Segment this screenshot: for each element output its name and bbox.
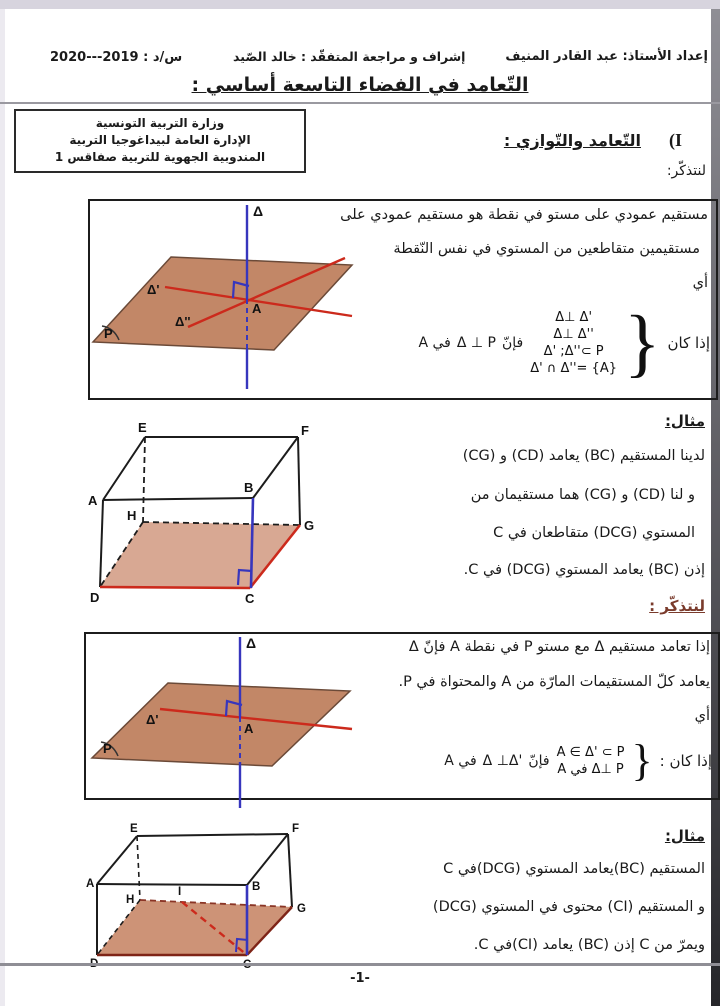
edge-EA <box>97 836 137 884</box>
edge-EF <box>137 834 288 836</box>
example2-label: مثال: <box>664 827 705 845</box>
edge-AD <box>100 500 103 587</box>
recall1-brace: } <box>624 301 661 385</box>
edge-AB <box>97 884 247 885</box>
delta-label: Δ <box>253 203 264 219</box>
header-year: س/د : 2019---2020 <box>50 50 183 65</box>
recall2-conclusion <box>444 753 549 769</box>
vertex-G-label: G <box>304 518 315 533</box>
condition-line: Δ' ∩ Δ''= {A} <box>530 361 617 376</box>
conclusion-post: في A <box>444 753 477 769</box>
condition-line: Δ⊥ P في A <box>557 762 624 777</box>
conclusion-pre: فإنّ <box>528 753 550 769</box>
vertex-E-label: E <box>130 823 138 835</box>
recall2-line-2: يعامد كلّ المستقيمات المارّة من A والمحتواة في P. <box>398 674 710 690</box>
figure-plane-one-line <box>86 634 376 810</box>
recall2-line-1: إذا تعامد مستقيم Δ مع مستو P في نقطة A فإنّ Δ <box>408 639 710 655</box>
ministry-line-1: وزارة التربية التونسية <box>95 116 225 130</box>
header-prepared-by: إعداد الأستاذ: عبد القادر المنيف <box>505 49 708 64</box>
vertex-F-label: F <box>292 823 300 835</box>
vertex-H-label: H <box>126 894 135 906</box>
footer-page-number: -1- <box>350 971 370 986</box>
condition-line: A ∈ Δ' ⊂ P <box>556 745 625 760</box>
vertex-B-label: B <box>252 881 261 893</box>
vertex-I-label: I <box>178 886 182 898</box>
ministry-line-3: المندوبية الجهوية للتربية صفاقس 1 <box>54 150 266 164</box>
recall2-label: لنتذكّر : <box>649 597 705 615</box>
cuboid-floor <box>97 900 292 955</box>
recall1-math <box>418 295 710 391</box>
page-title: التّعامد في الفضاء التاسعة أساسي : <box>191 74 529 96</box>
example1-label: مثال: <box>664 412 705 430</box>
delta-second-label: Δ'' <box>175 314 191 329</box>
edge-AB <box>103 498 253 500</box>
ministry-line-2: الإدارة العامة لبيداغوجيا التربية <box>69 133 251 147</box>
plane-p-label: P <box>104 326 113 341</box>
condition-line: Δ' ;Δ''⊂ P <box>543 344 604 359</box>
example2-line-1: المستقيم (BC)يعامد المستوي (DCG)في C <box>443 861 705 877</box>
plane-p-label: P <box>103 741 112 756</box>
section-heading <box>504 130 682 151</box>
conclusion-math: Δ ⊥ P <box>456 335 496 351</box>
vertex-G-label: G <box>297 903 306 915</box>
point-a-label: A <box>244 721 254 736</box>
edge-DC-red <box>100 587 250 588</box>
recall2-conditions <box>557 744 625 778</box>
example1-line-3: المستوي (DCG) متقاطعان في C <box>493 525 695 541</box>
vertex-A-label: A <box>86 878 95 890</box>
edge-BF <box>247 834 288 885</box>
edge-BF <box>253 437 298 498</box>
example2-line-2: و المستقيم (CI) محتوى في المستوي (DCG) <box>432 899 705 915</box>
condition-line: Δ⊥ Δ' <box>555 310 593 325</box>
vertex-A-label: A <box>88 493 98 508</box>
point-a-label: A <box>252 301 262 316</box>
example1-line-4: إذن (BC) يعامد المستوي (DCG) في C. <box>463 562 705 578</box>
vertex-D-label: D <box>90 590 100 605</box>
photo-left-edge <box>0 9 5 1006</box>
delta-label: Δ <box>246 635 257 651</box>
edge-EH-hidden <box>137 836 140 900</box>
example1-line-2: و لنا (CD) و (CG) هما مستقيمان من <box>470 487 695 503</box>
edge-EA <box>103 437 145 500</box>
photo-top-edge <box>0 0 720 9</box>
vertex-F-label: F <box>301 423 309 438</box>
conclusion-math: Δ ⊥Δ' <box>482 753 523 769</box>
header-supervision: إشراف و مراجعة المتفقّد : خالد الصّيد <box>233 49 466 64</box>
recall1-conclusion <box>418 335 523 351</box>
footer-divider <box>0 963 720 966</box>
ministry-box <box>14 109 306 173</box>
figure-plane-two-lines <box>90 201 380 394</box>
recall1-label: لنتذكّر: <box>666 163 706 179</box>
example1-line-1: لدينا المستقيم (BC) يعامد (CD) و (CG) <box>462 448 705 464</box>
vertex-B-label: B <box>244 480 254 495</box>
edge-FG <box>298 437 300 525</box>
recall2-line-3: أي <box>694 708 710 724</box>
section-numeral: (I <box>669 130 682 150</box>
delta-prime-label: Δ' <box>146 712 159 727</box>
vertex-H-label: H <box>127 508 137 523</box>
recall2-brace: } <box>631 736 653 785</box>
figure-cuboid-2 <box>45 815 350 968</box>
recall1-conditions <box>530 309 617 377</box>
recall1-if-label: إذا كان <box>667 334 710 352</box>
conclusion-pre: فإنّ <box>502 335 524 351</box>
condition-line: Δ⊥ Δ'' <box>553 327 594 342</box>
figure-cuboid-1 <box>60 420 360 610</box>
vertex-E-label: E <box>138 420 147 435</box>
conclusion-post: في A <box>418 335 451 351</box>
edge-FG <box>288 834 292 907</box>
vertex-C-label: C <box>245 591 255 606</box>
edge-EH-hidden <box>143 437 145 522</box>
section-title: التّعامد والتّوازي : <box>503 131 641 150</box>
recall1-line-3: أي <box>692 275 708 291</box>
cuboid-floor <box>100 522 300 588</box>
delta-prime-label: Δ' <box>147 282 160 297</box>
recall2-if-label: إذا كان : <box>659 752 712 770</box>
photo-right-edge <box>711 9 720 1006</box>
recall1-line-1: مستقيم عمودي على مستو في نقطة هو مستقيم عمودي على <box>340 207 708 223</box>
recall2-math <box>444 732 712 790</box>
recall1-line-2: مستقيمين متقاطعين من المستوي في نفس النّقطة <box>393 241 700 257</box>
example2-line-3: ويمرّ من C إذن (BC) يعامد (CI)في C. <box>473 937 705 953</box>
title-divider <box>0 102 720 104</box>
